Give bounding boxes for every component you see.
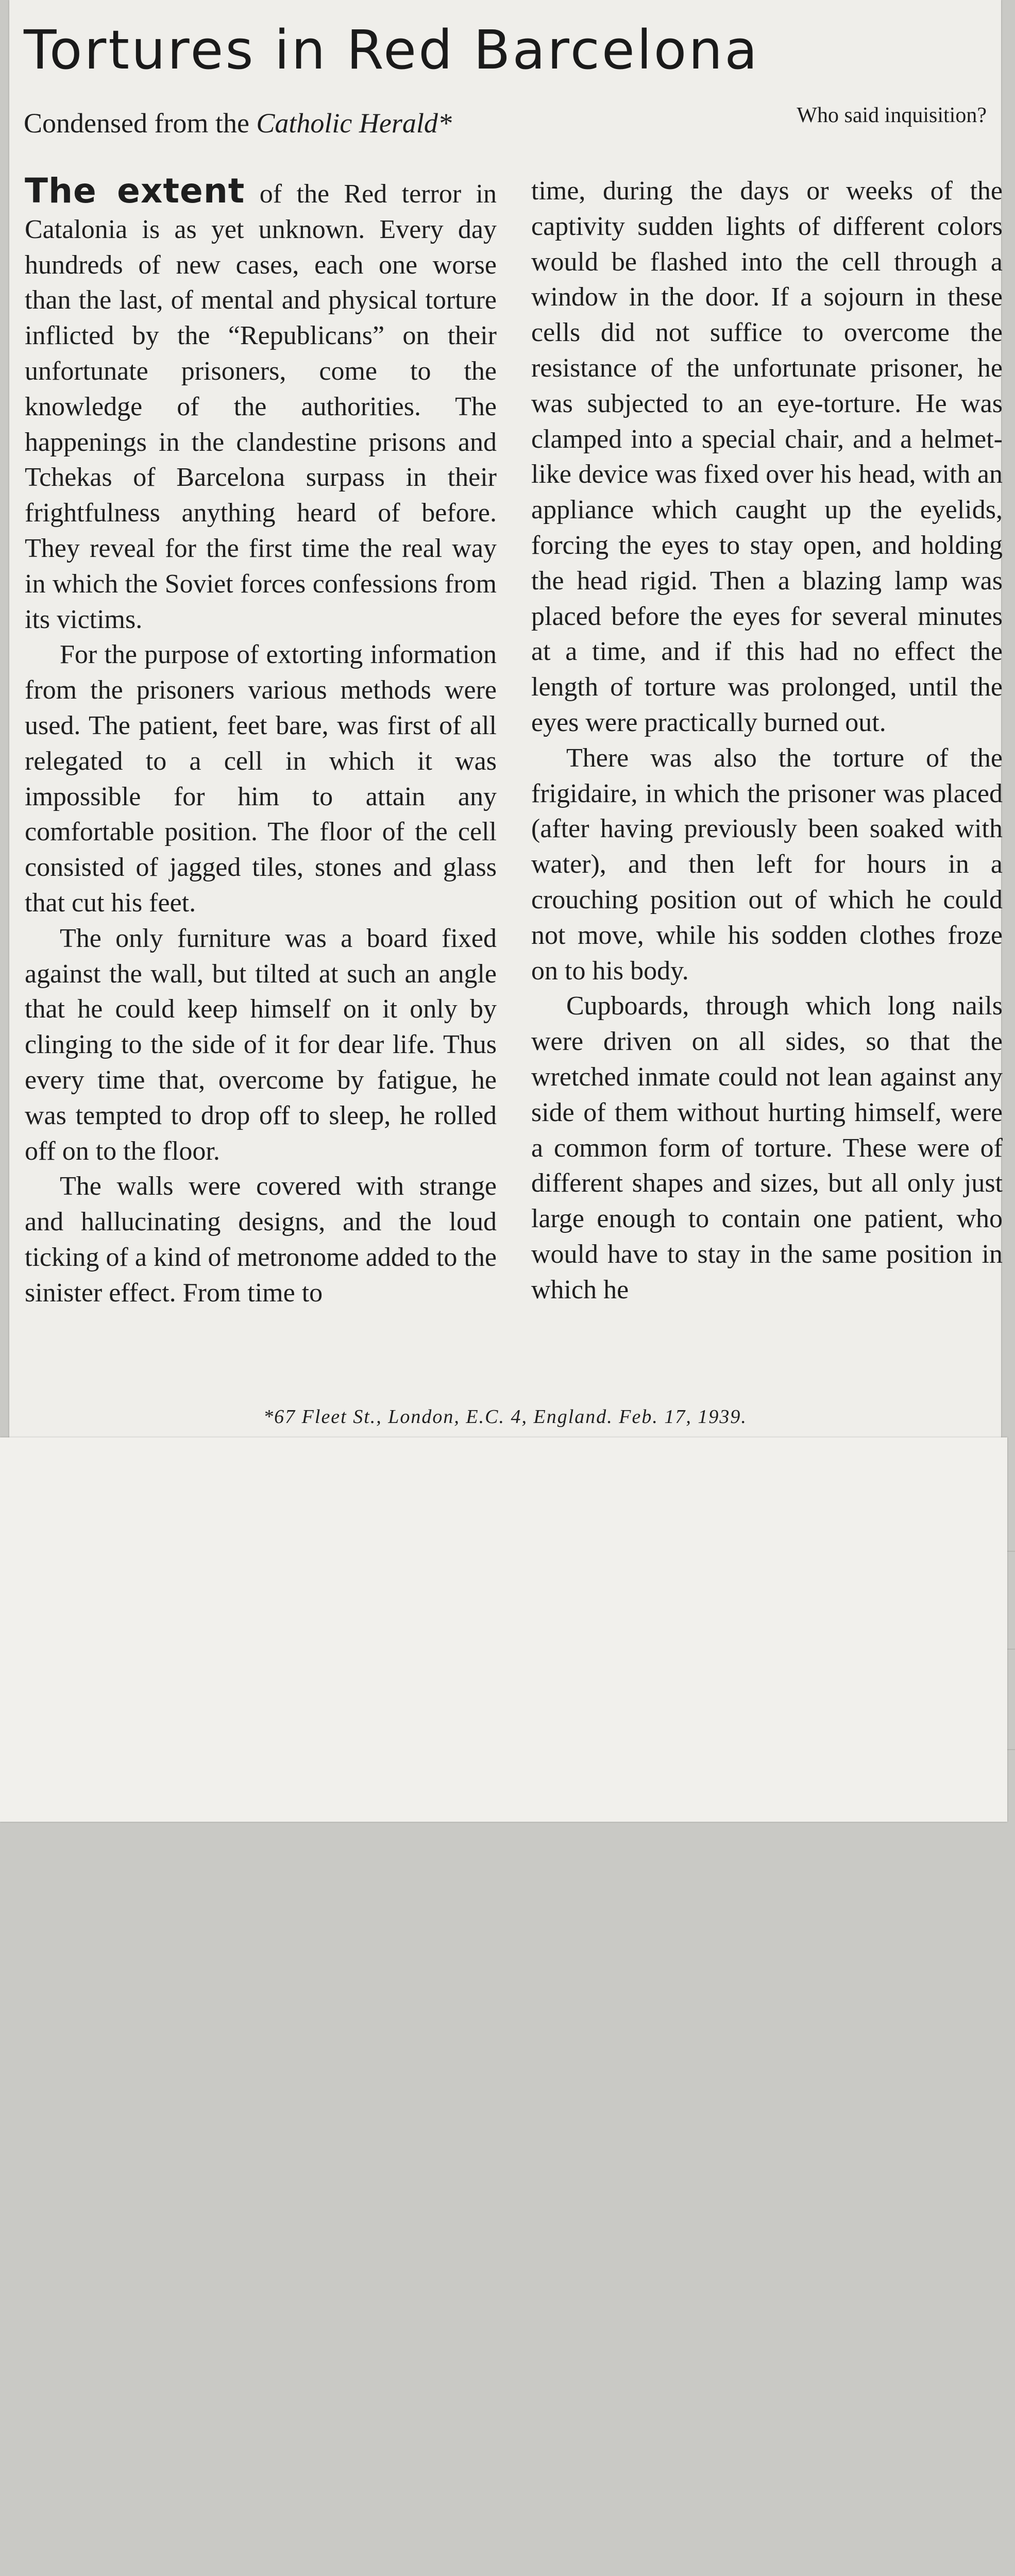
tagline: Who said inquisition? [797,104,987,127]
source-publication: Catholic Herald* [256,108,452,139]
article-title: Tortures in Red Barcelona [24,19,760,81]
condensed-prefix: Condensed from the [24,108,249,139]
paragraph: The only furniture was a board fixed against the wall, but tilted at such an angle that he could keep himself on it only by clinging to the side of it for dear life. Thus every time that, overcome by fatigue, he was tempted to drop off to sleep, he rolled off on to the floor. [25,923,497,1166]
source-line [24,107,452,139]
paragraph [25,171,497,637]
paragraph-text: of the Red terror in Catalonia is as yet unknown. Every day hundreds of new cases, each one worse than the last, of mental and physical torture inflicted by the “Republicans” on their unfortunate prisoners, come to the knowledge of the authorities. The happenings in the clandestine prisons and Tchekas of Barcelona surpass in their frightfulness anything heard of before. They reveal for the first time the real way in which the Soviet forces confessions from its victims. [25,179,497,634]
column-left [25,171,497,1311]
column-right [531,174,1003,1308]
paragraph: Cupboards, through which long nails were driven on all sides, so that the wretched inmate could not lean against any side of them without hurting himself, were a common form of torture. These were of different shapes and sizes, but all only just large enough to contain one patient, who would have to stay in the same position in which he [531,991,1003,1304]
clipping-top [9,0,1001,1447]
paragraph: For the purpose of extorting information from the prisoners various methods were used. The patient, feet bare, was first of all relegated to a cell in which it was impossible for him to attain any comfortable position. The floor of the cell consisted of jagged tiles, stones and glass that cut his feet. [25,640,497,918]
lead-in: The extent [25,171,245,211]
footnote: *67 Fleet St., London, E.C. 4, England. Feb. 17, 1939. [263,1406,747,1428]
clipping-bottom [0,1437,1007,1822]
paragraph: There was also the torture of the frigidaire, in which the prisoner was placed (after having previously been soaked with water), and then left for hours in a crouching position out of which he could not move, while his sodden clothes froze on to his body. [531,743,1003,986]
paragraph: The walls were covered with strange and hallucinating designs, and the loud ticking of a kind of metronome added to the sinister effect. From time to [25,1172,497,1308]
paragraph-continued: time, during the days or weeks of the captivity sudden lights of different colors would be flashed into the cell through a window in the door. If a sojourn in these cells did not suffice to overcome the resistance of the unfortunate prisoner, he was subjected to an eye-torture. He was clamped into a special chair, and a helmet-like device was fixed over his head, with an appliance which caught up the eyelids, forcing the eyes to stay open, and holding the head rigid. Then a blazing lamp was placed before the eyes for several minutes at a time, and if this had no effect the length of torture was prolonged, until the eyes were practically burned out. [531,176,1003,737]
